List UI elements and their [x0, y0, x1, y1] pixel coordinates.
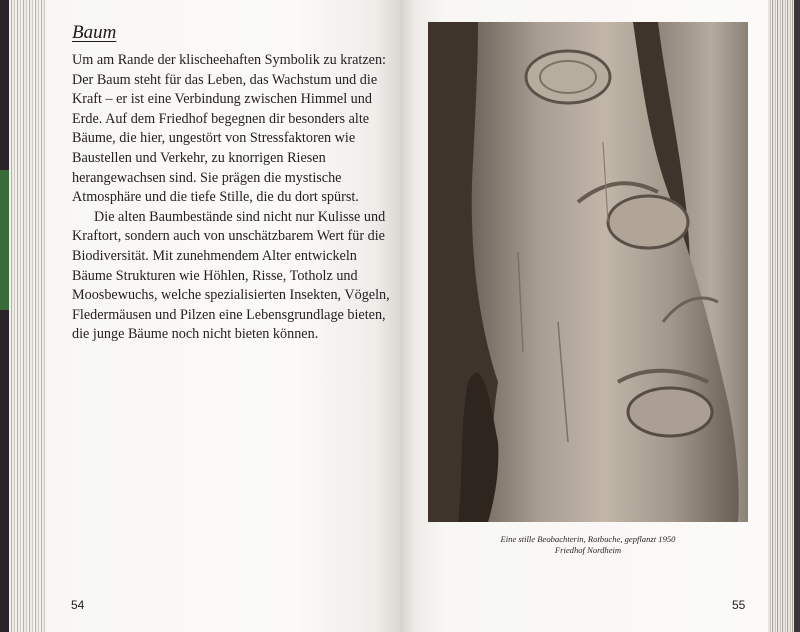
caption-line-1: Eine stille Beobachterin, Rotbuche, gepflanzt 1950: [500, 534, 676, 544]
tree-photo: [428, 22, 748, 522]
cover-edge-accent: [0, 170, 9, 310]
left-page-edges: [0, 0, 52, 632]
beech-trunk-illustration: [428, 22, 748, 522]
paragraph-1: Um am Rande der klischeehaften Symbolik zu kratzen: Der Baum steht für das Leben, das Wachstum und die Kraft – er ist eine Verbindung zwischen Himmel und Erde. Auf dem Friedhof begegnen dir besonders alte Bäume, die hier, ungestört von Stressfaktoren wie Baustellen und Verkehr, zu knorrigen Riesen herangewachsen sind. Sie prägen die mystische Atmosphäre und die tiefe Stille, die du dort spürst.: [72, 52, 386, 206]
cover-edge: [0, 0, 9, 632]
caption-line-2: Friedhof Nordheim: [554, 545, 622, 555]
page-number-left: 54: [71, 598, 85, 612]
body-text: [72, 51, 390, 345]
photo-caption: [428, 534, 748, 556]
cover-edge-right: [794, 0, 800, 632]
paragraph-2: Die alten Baumbestände sind nicht nur Kulisse und Kraftort, sondern auch von unschätzbarem Wert für die Biodiversität. Mit zunehmendem Alter entwickeln Bäume Strukturen wie Höhlen, Risse, Totholz und Moosbewuchs, welche spezialisierten Insekten, Vögeln, Fledermäusen und Pilzen eine Lebensgrundlage bieten, die junge Bäume noch nicht bieten können.: [72, 208, 390, 343]
page-number-right: 55: [732, 598, 746, 612]
right-page-edges: [768, 0, 800, 632]
section-heading: Baum: [72, 22, 117, 43]
